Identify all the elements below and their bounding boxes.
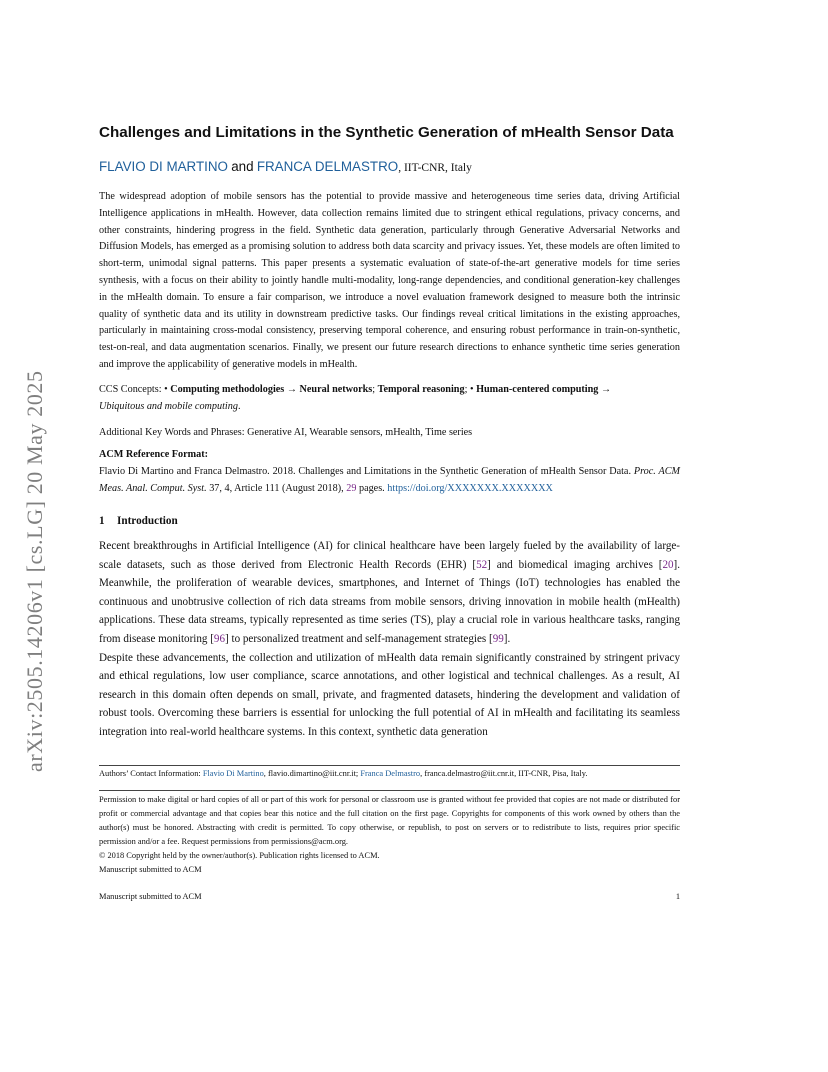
permission-text: Permission to make digital or hard copies of all or part of this work for personal or classroom use is granted without fee provided that copies are not made or distributed for profit or commercial advantage and that copies bear this notice and the full citation on the first page. Copyrights for components of this work owned by others than the author(s) must be honored. Abstracting with credit is permitted. To copy otherwise, or republish, to post on servers or to redistribute to lists, requires prior specific permission and/or a fee. Request permissions from permissions@acm.org.	[99, 795, 680, 846]
author-line	[99, 159, 680, 175]
author-affiliation: , IIT-CNR, Italy	[398, 162, 472, 174]
ccs-concept-2: Temporal reasoning	[377, 384, 465, 395]
page-footer: Manuscript submitted to ACM	[99, 892, 202, 901]
section-heading	[99, 515, 680, 527]
citation-link[interactable]: 52	[476, 558, 488, 571]
author-email-2: , franca.delmastro@iit.cnr.it, IIT-CNR, Pisa, Italy.	[420, 769, 588, 778]
ccs-separator: ; •	[464, 384, 477, 395]
intro-paragraph-2: Despite these advancements, the collection and utilization of mHealth data remain significantly constrained by stringent privacy and ethical regulations, low user compliance, scarce annotations, and other logistical and technical challenges. As a result, AI research in this domain often depends on small, private, and fragmented datasets, hindering the development and validation of robust tools. Overcoming these barriers is essential for unlocking the full potential of AI in mHealth and facilitating its seamless integration into real-world healthcare systems. In this context, synthetic data generation	[99, 651, 680, 738]
author-name-2[interactable]: FRANCA DELMASTRO	[256, 159, 399, 174]
permission-divider	[99, 790, 680, 791]
ccs-concepts	[99, 381, 680, 415]
intro-text: Recent breakthroughs in Artificial Intelligence (AI) for clinical healthcare have been largely fueled by the availability of large-scale datasets, such as those derived from Electronic Health Records (EHR) [	[99, 540, 680, 571]
acm-reference-journal: Proc. ACM Meas. Anal. Comput. Syst.	[99, 466, 680, 494]
keywords: Additional Key Words and Phrases: Generative AI, Wearable sensors, mHealth, Time series	[99, 427, 473, 438]
ccs-label: CCS Concepts: •	[99, 384, 171, 395]
ccs-concept-3: Human-centered computing →	[476, 384, 612, 395]
arxiv-identifier: arXiv:2505.14206v1 [cs.LG] 20 May 2025	[22, 370, 47, 772]
permission-notice	[99, 793, 680, 877]
intro-text: ] and biomedical imaging archives [	[487, 558, 663, 571]
paper-title: Challenges and Limitations in the Synthetic Generation of mHealth Sensor Data	[99, 124, 674, 141]
citation-link[interactable]: 96	[213, 632, 226, 645]
footnote-divider	[99, 765, 680, 766]
acm-reference-heading: ACM Reference Format:	[99, 449, 208, 460]
acm-reference-pages-text: pages.	[356, 483, 388, 494]
acm-reference-volume: 37, 4, Article 111 (August 2018),	[206, 483, 347, 494]
manuscript-note: Manuscript submitted to ACM	[99, 865, 202, 874]
ccs-end: .	[237, 401, 241, 412]
abstract: The widespread adoption of mobile sensors has the potential to provide massive and heterogeneous time series data, driving Artificial Intelligence applications in mHealth. However, data collection remains limited due to stringent ethical regulations, privacy concerns, and other constraints, hindering progress in the field. Synthetic data generation, particularly through Generative Adversarial Networks and Diffusion Models, has emerged as a promising solution to address both data scarcity and privacy issues. Yet, these models are often limited to short-term, unimodal signal patterns. This paper presents a systematic evaluation of state-of-the-art generative models for time series synthesis, with a focus on their ability to jointly handle multi-modality, long-range dependencies, and conditional generation-key challenges in the mHealth domain. To ensure a fair comparison, we introduce a novel evaluation framework designed to measure both the intrinsic quality of synthetic data and its utility in downstream predictive tasks. Our findings reveal critical limitations in the existing approaches, particularly in maintaining cross-modal consistency, preserving temporal coherence, and ensuring robust performance in train-on-synthetic, test-on-real, and data augmentation scenarios. Finally, we present our future research directions to enhance synthetic time series generation and improve the applicability of generative models in mHealth.	[99, 191, 680, 370]
page-number: 1	[675, 892, 680, 901]
author-contact-footnote	[99, 768, 680, 780]
author-link-1[interactable]: Flavio Di Martino	[202, 769, 264, 778]
author-conjunction: and	[231, 159, 254, 174]
ccs-concept-1: Computing methodologies → Neural networks	[170, 384, 373, 395]
ccs-concept-3-leaf: Ubiquitous and mobile computing	[99, 401, 238, 412]
author-name-1[interactable]: FLAVIO DI MARTINO	[99, 159, 228, 174]
introduction-body	[99, 537, 680, 742]
ccs-separator: ;	[372, 384, 378, 395]
intro-text: ]. Meanwhile, the proliferation of wearable devices, smartphones, and Internet of Things (IoT) technologies has enabled the continuous and unobtrusive collection of rich data streams from mobile sensors, driving innovation in mobile health (mHealth) applications. These data streams, typically represented as time series (TS), play a crucial role in various healthcare tasks, ranging from disease monitoring [	[99, 558, 680, 645]
citation-link[interactable]: 99	[492, 632, 504, 645]
copyright-line: © 2018 Copyright held by the owner/author(s). Publication rights licensed to ACM.	[99, 851, 380, 860]
section-number: 1	[99, 515, 105, 527]
author-email-1: , flavio.dimartino@iit.cnr.it;	[263, 769, 361, 778]
intro-text: ].	[503, 632, 511, 645]
intro-text: ] to personalized treatment and self-management strategies [	[225, 632, 493, 645]
acm-reference-text: Flavio Di Martino and Franca Delmastro. 2018. Challenges and Limitations in the Synthetic Generation of mHealth Sensor Data.	[99, 466, 634, 477]
citation-link[interactable]: 20	[662, 558, 674, 571]
doi-link[interactable]: https://doi.org/XXXXXXX.XXXXXXX	[387, 483, 553, 494]
footnote-label: Authors’ Contact Information:	[99, 769, 203, 778]
intro-paragraph-1	[99, 537, 680, 649]
author-link-2[interactable]: Franca Delmastro	[360, 769, 421, 778]
acm-reference	[99, 463, 680, 497]
section-title: Introduction	[117, 515, 178, 527]
acm-reference-pages-link[interactable]: 29	[346, 483, 357, 494]
